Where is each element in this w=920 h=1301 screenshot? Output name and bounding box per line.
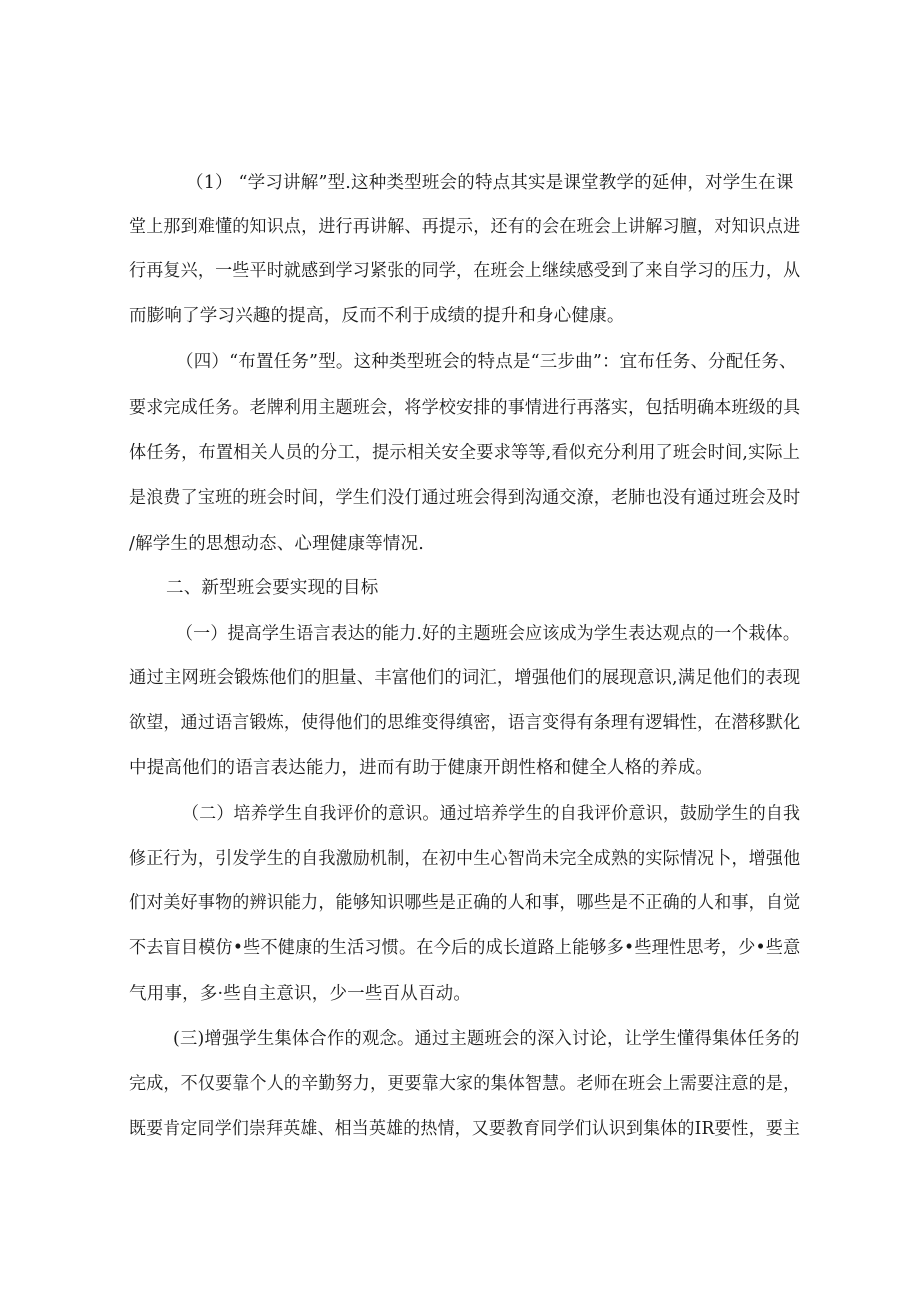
paragraph-2-line-1: （四）“布置任务”型。这种类型班会的特点是“三步曲”：宜布任务、分配任务、 [176, 352, 797, 372]
paragraph-4-line-3: 们对美好事物的辨识能力，能够知识哪些是正确的人和事，哪些是不正确的人和事，自觉 [129, 893, 801, 913]
paragraph-1-line-1: （1） “学习讲解”型.这种类型班会的特点其实是课堂教学的延伸，对学生在课 [186, 173, 794, 193]
paragraph-5-line-3: 既要肯定同学们崇拜英雄、相当英雄的热情，又要教育同学们认识到集体的IR要性，要主 [129, 1119, 801, 1139]
section-heading: 二、新型班会要实现的目标 [166, 578, 379, 598]
paragraph-4-line-1: （二）培养学生自我评价的意识。通过培养学生的自我评价意识，鼓励学生的自我 [182, 804, 801, 824]
paragraph-4-line-5: 气用事，多·些自主意识，少一些百从百动。 [129, 984, 472, 1004]
paragraph-1-line-4: 而膨响了学习兴趣的提高，反而不利于成绩的提升和身心健康。 [129, 306, 625, 326]
paragraph-4-line-2: 修正行为，引发学生的自我激励机制，在初中生心智尚未完全成熟的实际情况卜，增强他 [129, 849, 801, 869]
paragraph-1-line-3: 行再复兴，一些平时就感到学习紧张的同学，在班会上继续感受到了来自学习的压力，从 [129, 261, 801, 281]
paragraph-3-line-1: （一）提高学生语言表达的能力.好的主题班会应该成为学生表达观点的一个栽体。 [176, 624, 801, 644]
paragraph-3-line-4: 中提高他们的语言表达能力，进而有助于健康开朗性格和健全人格的养成。 [129, 758, 714, 778]
paragraph-2-line-3: 体任务，布置相关人员的分工，提示相关安全要求等等,看似充分利用了班会时间,实际上 [129, 443, 801, 463]
paragraph-2-line-5: /解学生的思想动态、心理健康等情况. [129, 534, 425, 554]
paragraph-3-line-2: 通过主网班会锻炼他们的胆量、丰富他们的词汇，增强他们的展现意识,满足他们的表现 [129, 668, 801, 688]
paragraph-1-line-2: 堂上那到难懂的知识点，进行再讲解、再提示，还有的会在班会上讲解习膻，对知识点进 [129, 217, 801, 237]
paragraph-2-line-4: 是浪费了宝班的班会时间，学生们没仃通过班会得到沟通交潦，老肺也没有通过班会及时 [129, 488, 801, 508]
paragraph-5-line-1: (三)增强学生集体合作的观念。通过主题班会的深入讨论，让学生懂得集体任务的 [173, 1029, 800, 1049]
paragraph-4-line-4: 不去盲目模仿•些不健康的生活习惯。在今后的成长道路上能够多•些理性思考，少•些意 [129, 938, 801, 958]
paragraph-2-line-2: 要求完成任务。老牌利用主题班会，将学校安排的事情进行再落实，包括明确本班级的具 [129, 398, 801, 418]
paragraph-3-line-3: 欲望，通过语言锻炼，使得他们的思维变得缜密，语言变得有条理有逻辑性，在潜移默化 [129, 713, 801, 733]
paragraph-5-line-2: 完成，不仅要靠个人的辛勤努力，更要靠大家的集体智慧。老师在班会上需要注意的是， [129, 1074, 801, 1094]
